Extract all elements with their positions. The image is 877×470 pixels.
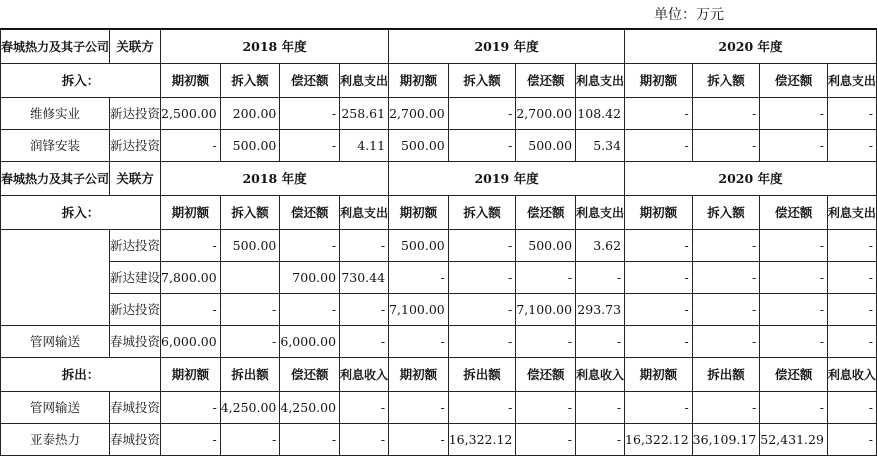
year-header: 2019 年度 <box>389 162 625 196</box>
column-header: 拆入额 <box>448 196 516 230</box>
value-cell: - <box>340 424 389 456</box>
value-cell: 700.00 <box>280 262 340 294</box>
table-row <box>1 98 877 130</box>
value-cell: - <box>340 326 389 358</box>
entity-cell: 润锋安装 <box>1 130 110 162</box>
entity-cell <box>1 230 110 326</box>
value-cell: - <box>448 230 516 262</box>
value-cell: - <box>692 262 760 294</box>
value-cell: - <box>576 392 625 424</box>
related-party-cell: 春城投资 <box>110 424 161 456</box>
value-cell: - <box>516 392 576 424</box>
table-row <box>1 230 877 262</box>
column-header: 期初额 <box>389 64 449 98</box>
value-cell: - <box>625 98 693 130</box>
value-cell: - <box>692 98 760 130</box>
value-cell: 730.44 <box>340 262 389 294</box>
value-cell: 5.34 <box>576 130 625 162</box>
value-cell: - <box>576 326 625 358</box>
column-header: 利息支出 <box>340 196 389 230</box>
value-cell: - <box>516 424 576 456</box>
entity-cell: 亚泰热力 <box>1 424 110 456</box>
value-cell: 500.00 <box>389 130 449 162</box>
column-header: 利息支出 <box>827 64 876 98</box>
column-header: 偿还额 <box>760 196 828 230</box>
column-header: 拆入额 <box>220 196 280 230</box>
column-header: 拆入额 <box>448 64 516 98</box>
column-header: 期初额 <box>389 358 449 392</box>
value-cell: - <box>448 98 516 130</box>
column-header: 利息支出 <box>576 196 625 230</box>
year-header-row <box>1 29 877 64</box>
column-header: 偿还额 <box>516 64 576 98</box>
value-cell: - <box>448 130 516 162</box>
value-cell: - <box>576 424 625 456</box>
value-cell: 2,500.00 <box>161 98 221 130</box>
column-header: 偿还额 <box>280 64 340 98</box>
value-cell: 36,109.17 <box>692 424 760 456</box>
table-row <box>1 392 877 424</box>
column-header: 利息支出 <box>827 196 876 230</box>
value-cell: 200.00 <box>220 98 280 130</box>
related-party-cell: 新达投资 <box>110 294 161 326</box>
value-cell: - <box>760 294 828 326</box>
related-party-cell: 新达投资 <box>110 130 161 162</box>
value-cell: - <box>692 326 760 358</box>
value-cell: - <box>827 294 876 326</box>
column-header: 偿还额 <box>760 358 828 392</box>
value-cell: - <box>389 424 449 456</box>
value-cell: - <box>760 392 828 424</box>
column-header: 利息收入 <box>827 358 876 392</box>
value-cell: - <box>220 326 280 358</box>
column-header: 拆入额 <box>220 64 280 98</box>
value-cell: - <box>692 130 760 162</box>
entity-header: 春城热力及其子公司 <box>1 162 110 196</box>
value-cell: 500.00 <box>516 130 576 162</box>
related-party-cell: 新达建设 <box>110 262 161 294</box>
column-header: 偿还额 <box>516 358 576 392</box>
column-header: 偿还额 <box>760 64 828 98</box>
value-cell: - <box>448 262 516 294</box>
value-cell: - <box>389 326 449 358</box>
year-header: 2020 年度 <box>625 29 877 64</box>
related-party-cell: 新达投资 <box>110 98 161 130</box>
value-cell: 7,100.00 <box>516 294 576 326</box>
value-cell: 108.42 <box>576 98 625 130</box>
column-header-row <box>1 196 877 230</box>
sub-section-label: 拆出： <box>1 358 161 392</box>
value-cell: - <box>827 392 876 424</box>
column-header: 期初额 <box>161 64 221 98</box>
value-cell: - <box>760 98 828 130</box>
related-party-cell: 新达投资 <box>110 230 161 262</box>
value-cell: 500.00 <box>220 230 280 262</box>
value-cell: - <box>161 392 221 424</box>
value-cell: - <box>280 130 340 162</box>
value-cell: - <box>692 230 760 262</box>
value-cell: - <box>760 326 828 358</box>
value-cell: - <box>389 392 449 424</box>
value-cell: 6,000.00 <box>161 326 221 358</box>
value-cell: 16,322.12 <box>625 424 693 456</box>
value-cell: 258.61 <box>340 98 389 130</box>
value-cell: - <box>220 424 280 456</box>
value-cell: 3.62 <box>576 230 625 262</box>
column-header: 拆出额 <box>220 358 280 392</box>
value-cell: - <box>827 326 876 358</box>
value-cell: 7,100.00 <box>389 294 449 326</box>
value-cell: 6,000.00 <box>280 326 340 358</box>
related-party-header: 关联方 <box>110 162 161 196</box>
value-cell: 500.00 <box>389 230 449 262</box>
value-cell: - <box>340 392 389 424</box>
table-row <box>1 326 877 358</box>
value-cell: 7,800.00 <box>161 262 221 294</box>
table-row <box>1 130 877 162</box>
column-header: 拆出额 <box>448 358 516 392</box>
column-header: 期初额 <box>161 196 221 230</box>
column-header: 偿还额 <box>516 196 576 230</box>
column-header: 利息支出 <box>340 64 389 98</box>
value-cell: 4,250.00 <box>280 392 340 424</box>
year-header-row <box>1 162 877 196</box>
year-header: 2018 年度 <box>161 29 389 64</box>
column-header: 利息支出 <box>576 64 625 98</box>
table-row <box>1 424 877 456</box>
value-cell: - <box>760 262 828 294</box>
column-header: 期初额 <box>389 196 449 230</box>
year-header: 2018 年度 <box>161 162 389 196</box>
value-cell: - <box>161 230 221 262</box>
sub-section-label: 拆入： <box>1 64 161 98</box>
value-cell: 500.00 <box>220 130 280 162</box>
value-cell: - <box>448 392 516 424</box>
value-cell: - <box>280 424 340 456</box>
value-cell: - <box>220 294 280 326</box>
value-cell: 500.00 <box>516 230 576 262</box>
value-cell: - <box>280 98 340 130</box>
column-header: 拆入额 <box>692 196 760 230</box>
value-cell: 16,322.12 <box>448 424 516 456</box>
value-cell: 2,700.00 <box>516 98 576 130</box>
value-cell: 2,700.00 <box>389 98 449 130</box>
value-cell: - <box>692 392 760 424</box>
entity-cell: 维修实业 <box>1 98 110 130</box>
value-cell: - <box>448 326 516 358</box>
value-cell: - <box>760 230 828 262</box>
table-row <box>1 262 877 294</box>
value-cell: - <box>340 294 389 326</box>
value-cell: - <box>625 294 693 326</box>
value-cell: - <box>827 98 876 130</box>
year-header: 2020 年度 <box>625 162 877 196</box>
column-header: 利息收入 <box>576 358 625 392</box>
column-header: 期初额 <box>625 358 693 392</box>
related-party-loan-table <box>0 28 877 456</box>
column-header: 利息收入 <box>340 358 389 392</box>
value-cell: - <box>516 262 576 294</box>
value-cell: - <box>161 424 221 456</box>
value-cell: - <box>625 230 693 262</box>
entity-cell: 管网输送 <box>1 326 110 358</box>
related-party-header: 关联方 <box>110 29 161 64</box>
value-cell: - <box>389 262 449 294</box>
value-cell: - <box>827 130 876 162</box>
value-cell: - <box>625 130 693 162</box>
value-cell: - <box>827 424 876 456</box>
value-cell: 293.73 <box>576 294 625 326</box>
value-cell: - <box>340 230 389 262</box>
entity-header: 春城热力及其子公司 <box>1 29 110 64</box>
table-row <box>1 294 877 326</box>
column-header: 拆出额 <box>692 358 760 392</box>
column-header: 偿还额 <box>280 196 340 230</box>
column-header: 期初额 <box>161 358 221 392</box>
column-header: 偿还额 <box>280 358 340 392</box>
column-header-row <box>1 358 877 392</box>
value-cell: - <box>625 262 693 294</box>
sub-section-label: 拆入： <box>1 196 161 230</box>
year-header: 2019 年度 <box>389 29 625 64</box>
value-cell: - <box>760 130 828 162</box>
value-cell: - <box>576 262 625 294</box>
column-header: 期初额 <box>625 64 693 98</box>
value-cell: - <box>280 230 340 262</box>
value-cell: - <box>625 326 693 358</box>
value-cell: 4.11 <box>340 130 389 162</box>
entity-cell: 管网输送 <box>1 392 110 424</box>
related-party-cell: 春城投资 <box>110 392 161 424</box>
column-header: 期初额 <box>625 196 693 230</box>
value-cell: - <box>827 262 876 294</box>
value-cell: - <box>280 294 340 326</box>
value-cell: - <box>625 392 693 424</box>
value-cell: 52,431.29 <box>760 424 828 456</box>
value-cell: - <box>827 230 876 262</box>
value-cell: - <box>161 294 221 326</box>
column-header: 拆入额 <box>692 64 760 98</box>
column-header-row <box>1 64 877 98</box>
value-cell: - <box>161 130 221 162</box>
value-cell <box>220 262 280 294</box>
value-cell: 4,250.00 <box>220 392 280 424</box>
value-cell: - <box>448 294 516 326</box>
value-cell: - <box>516 326 576 358</box>
unit-label: 单位：万元 <box>654 7 724 23</box>
value-cell: - <box>692 294 760 326</box>
related-party-cell: 春城投资 <box>110 326 161 358</box>
